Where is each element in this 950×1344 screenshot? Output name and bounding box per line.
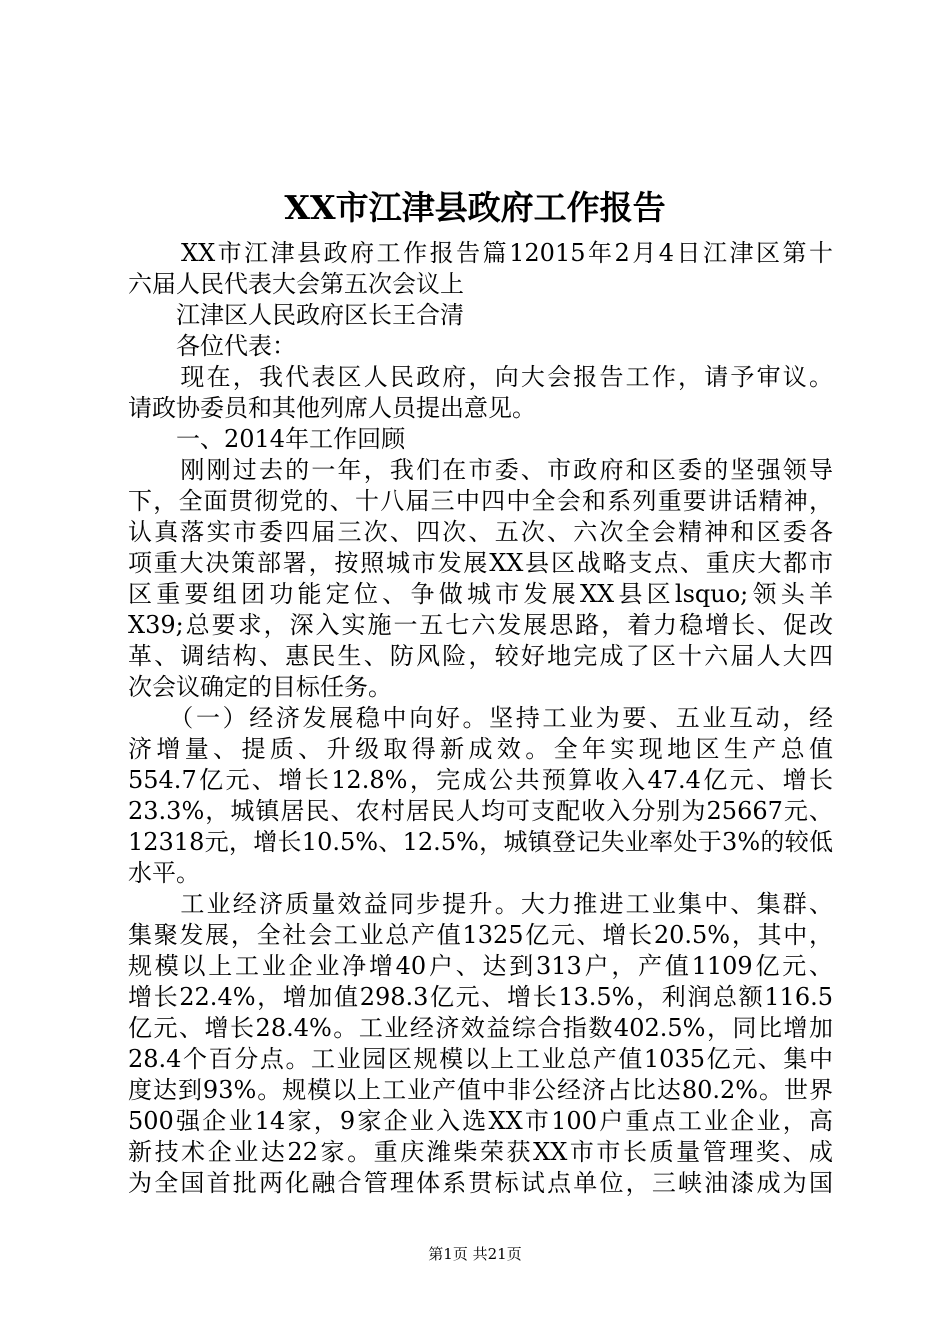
body-line: 济增量、提质、升级取得新成效。全年实现地区生产总值	[128, 735, 833, 763]
body-line: 554.7亿元、增长12.8%，完成公共预算收入47.4亿元、增长	[128, 766, 833, 794]
body-line: 请政协委员和其他列席人员提出意见。	[128, 394, 536, 422]
body-line: 革、调结构、惠民生、防风险，较好地完成了区十六届人大四	[128, 642, 833, 670]
body-line: 规模以上工业企业净增40户、达到313户，产值1109亿元、	[128, 952, 833, 980]
body-line: 增长22.4%，增加值298.3亿元、增长13.5%，利润总额116.5	[128, 983, 833, 1011]
body-line: 认真落实市委四届三次、四次、五次、六次全会精神和区委各	[128, 518, 833, 546]
body-line: 集聚发展，全社会工业总产值1325亿元、增长20.5%，其中，	[128, 921, 833, 949]
body-line: 12318元，增长10.5%、12.5%，城镇登记失业率处于3%的较低	[128, 828, 833, 856]
page-footer: 第1页 共21页	[428, 1245, 522, 1263]
document-title: XX市江津县政府工作报告	[284, 188, 666, 227]
body-line: 区重要组团功能定位、争做城市发展XX县区lsquo;领头羊	[128, 580, 833, 608]
body-line: 水平。	[128, 859, 200, 887]
body-line: 六届人民代表大会第五次会议上	[128, 270, 464, 298]
body-line: 刚刚过去的一年，我们在市委、市政府和区委的坚强领导	[128, 456, 833, 484]
body-line: 23.3%，城镇居民、农村居民人均可支配收入分别为25667元、	[128, 797, 833, 825]
body-line: 次会议确定的目标任务。	[128, 673, 392, 701]
body-line: XX市江津县政府工作报告篇12015年2月4日江津区第十	[128, 239, 833, 267]
body-line: X39;总要求，深入实施一五七六发展思路，着力稳增长、促改	[128, 611, 833, 639]
body-line: 江津区人民政府区长王合清	[128, 301, 464, 329]
body-line: 各位代表：	[128, 332, 296, 360]
body-line: 现在，我代表区人民政府，向大会报告工作，请予审议。	[128, 363, 833, 391]
body-line: 工业经济质量效益同步提升。大力推进工业集中、集群、	[128, 890, 833, 918]
body-line: 项重大决策部署，按照城市发展XX县区战略支点、重庆大都市	[128, 549, 833, 577]
body-line: 为全国首批两化融合管理体系贯标试点单位，三峡油漆成为国	[128, 1169, 833, 1197]
document-body	[128, 238, 833, 1199]
body-line: 新技术企业达22家。重庆潍柴荣获XX市市长质量管理奖、成	[128, 1138, 833, 1166]
body-line: 下，全面贯彻党的、十八届三中四中全会和系列重要讲话精神，	[128, 487, 833, 515]
body-line: 500强企业14家，9家企业入选XX市100户重点工业企业，高	[128, 1107, 833, 1135]
body-line: 一、2014年工作回顾	[128, 425, 406, 453]
body-line: 亿元、增长28.4%。工业经济效益综合指数402.5%，同比增加	[128, 1014, 833, 1042]
body-line: 28.4个百分点。工业园区规模以上工业总产值1035亿元、集中	[128, 1045, 833, 1073]
body-line: 度达到93%。规模以上工业产值中非公经济占比达80.2%。世界	[128, 1076, 833, 1104]
body-line: （一）经济发展稳中向好。坚持工业为要、五业互动，经	[128, 704, 833, 732]
